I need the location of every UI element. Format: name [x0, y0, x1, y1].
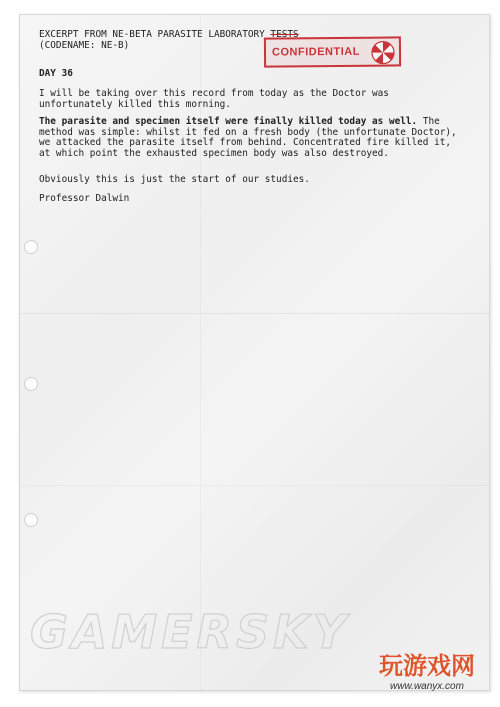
paragraph-2-rest: The method was simple: whilst it fed on a fresh body (the unfortunate Doctor), we attacked the parasite itself from behind. Concentrated fire killed it, at which point the exhausted specimen body was also destroyed.	[39, 116, 457, 159]
document-header	[39, 29, 299, 51]
site-badge	[364, 651, 490, 701]
punch-hole	[24, 513, 38, 527]
stamp-text: CONFIDENTIAL	[271, 45, 360, 59]
header-line1-prefix: EXCERPT FROM NE-BETA PARASITE LABORATORY	[39, 29, 271, 40]
paragraph-2	[39, 117, 459, 159]
paper-crease	[20, 313, 489, 314]
paragraph-1: I will be taking over this record from today as the Doctor was unfortunately killed this morning.	[39, 88, 389, 110]
entry-day: DAY 36	[39, 68, 73, 79]
header-line1-struck: TESTS	[270, 29, 299, 40]
umbrella-logo-icon	[371, 40, 395, 64]
gamersky-watermark: GAMERSKY	[30, 605, 351, 659]
header-line2: (CODENAME: NE-B)	[39, 40, 130, 51]
punch-hole	[24, 240, 38, 254]
paper-crease	[20, 485, 489, 486]
site-badge-title: 玩游戏网	[379, 652, 475, 680]
confidential-stamp	[264, 36, 401, 67]
paragraph-3: Obviously this is just the start of our studies.	[39, 174, 310, 185]
paragraph-2-bold: The parasite and specimen itself were finally killed today as well.	[39, 116, 418, 127]
document-sheet	[19, 14, 490, 691]
signature: Professor Dalwin	[39, 193, 130, 204]
site-badge-url: www.wanyx.com	[390, 681, 464, 692]
punch-hole	[24, 377, 38, 391]
